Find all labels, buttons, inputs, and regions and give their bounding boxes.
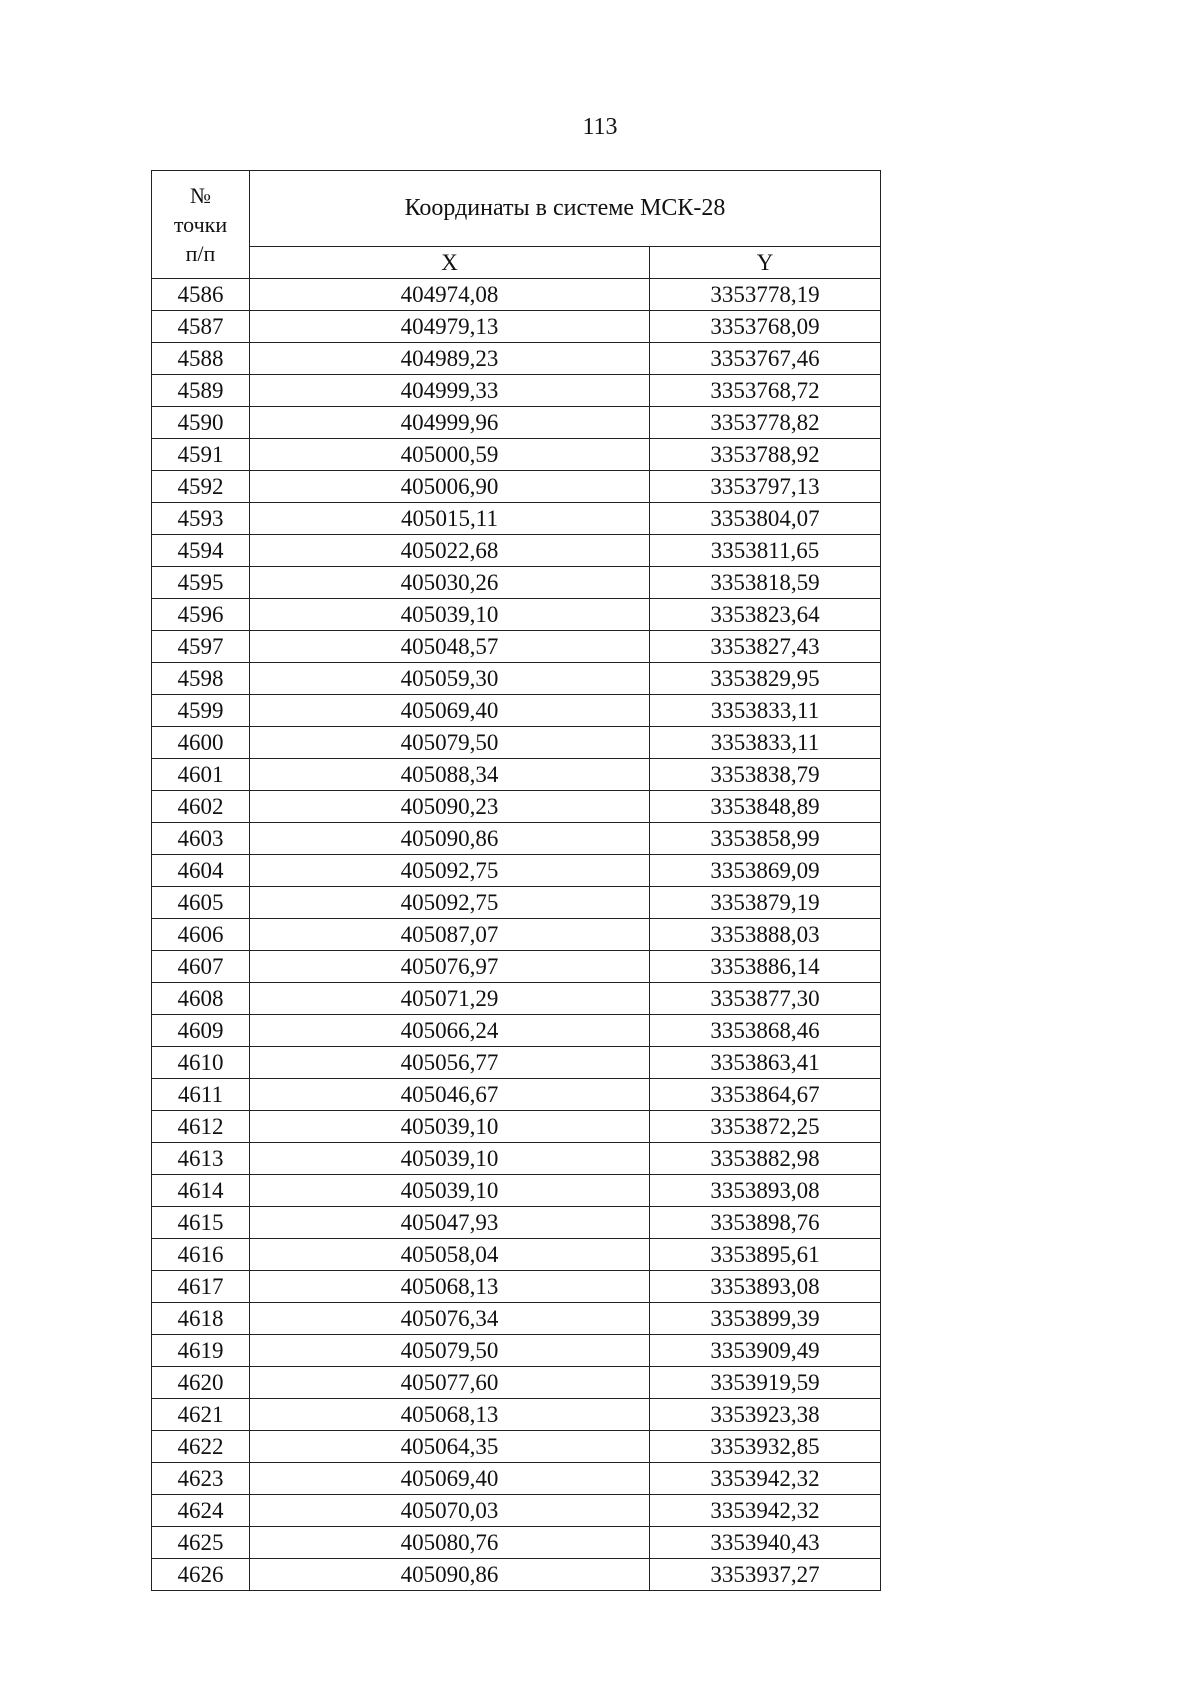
point-number-cell: 4616 [152,1239,250,1271]
y-column-header: Y [650,247,881,279]
x-coordinate-cell: 405076,34 [250,1303,650,1335]
table-row [152,567,881,599]
point-number-cell: 4611 [152,1079,250,1111]
y-coordinate-cell: 3353888,03 [650,919,881,951]
table-row [152,407,881,439]
point-number-header [152,171,250,279]
y-coordinate-cell: 3353864,67 [650,1079,881,1111]
x-coordinate-cell: 405039,10 [250,1143,650,1175]
x-coordinate-cell: 405064,35 [250,1431,650,1463]
x-coordinate-cell: 405070,03 [250,1495,650,1527]
point-number-cell: 4588 [152,343,250,375]
point-number-header-line-1: № [190,183,211,208]
x-coordinate-cell: 405047,93 [250,1207,650,1239]
table-row [152,919,881,951]
point-number-cell: 4586 [152,279,250,311]
point-number-cell: 4591 [152,439,250,471]
y-coordinate-cell: 3353833,11 [650,695,881,727]
table-row [152,1495,881,1527]
header-row-bottom [152,247,881,279]
point-number-cell: 4618 [152,1303,250,1335]
table-row [152,727,881,759]
x-coordinate-cell: 404974,08 [250,279,650,311]
table-row [152,1175,881,1207]
x-coordinate-cell: 405066,24 [250,1015,650,1047]
table-row [152,983,881,1015]
x-coordinate-cell: 405046,67 [250,1079,650,1111]
point-number-cell: 4602 [152,791,250,823]
x-coordinate-cell: 405030,26 [250,567,650,599]
coordinate-system-header: Координаты в системе МСК-28 [250,171,881,247]
y-coordinate-cell: 3353893,08 [650,1175,881,1207]
point-number-cell: 4594 [152,535,250,567]
y-coordinate-cell: 3353919,59 [650,1367,881,1399]
x-coordinate-cell: 405039,10 [250,1111,650,1143]
table-row [152,1463,881,1495]
y-coordinate-cell: 3353804,07 [650,503,881,535]
x-coordinate-cell: 404989,23 [250,343,650,375]
table-row [152,1143,881,1175]
y-coordinate-cell: 3353898,76 [650,1207,881,1239]
x-coordinate-cell: 405000,59 [250,439,650,471]
y-coordinate-cell: 3353942,32 [650,1495,881,1527]
point-number-cell: 4605 [152,887,250,919]
table-header [152,171,881,279]
y-coordinate-cell: 3353788,92 [650,439,881,471]
y-coordinate-cell: 3353869,09 [650,855,881,887]
table-row [152,471,881,503]
point-number-cell: 4596 [152,599,250,631]
x-coordinate-cell: 405076,97 [250,951,650,983]
x-coordinate-cell: 405071,29 [250,983,650,1015]
x-coordinate-cell: 405069,40 [250,1463,650,1495]
point-number-cell: 4625 [152,1527,250,1559]
x-coordinate-cell: 405068,13 [250,1399,650,1431]
x-coordinate-cell: 405080,76 [250,1527,650,1559]
x-coordinate-cell: 404999,33 [250,375,650,407]
table-row [152,311,881,343]
x-coordinate-cell: 405056,77 [250,1047,650,1079]
page-number: 113 [582,114,618,140]
x-coordinate-cell: 405058,04 [250,1239,650,1271]
point-number-cell: 4609 [152,1015,250,1047]
header-row-top [152,171,881,247]
x-coordinate-cell: 405068,13 [250,1271,650,1303]
point-number-cell: 4597 [152,631,250,663]
point-number-cell: 4592 [152,471,250,503]
y-coordinate-cell: 3353872,25 [650,1111,881,1143]
y-coordinate-cell: 3353848,89 [650,791,881,823]
y-coordinate-cell: 3353937,27 [650,1559,881,1591]
table-row [152,1015,881,1047]
y-coordinate-cell: 3353932,85 [650,1431,881,1463]
x-coordinate-cell: 405015,11 [250,503,650,535]
table-row [152,1303,881,1335]
x-coordinate-cell: 404999,96 [250,407,650,439]
table-row [152,1399,881,1431]
table-row [152,1335,881,1367]
x-coordinate-cell: 405039,10 [250,599,650,631]
table-row [152,663,881,695]
x-coordinate-cell: 405077,60 [250,1367,650,1399]
point-number-cell: 4613 [152,1143,250,1175]
x-coordinate-cell: 404979,13 [250,311,650,343]
x-coordinate-cell: 405090,23 [250,791,650,823]
y-coordinate-cell: 3353879,19 [650,887,881,919]
coordinates-table [151,170,881,1591]
y-coordinate-cell: 3353778,82 [650,407,881,439]
point-number-cell: 4589 [152,375,250,407]
point-number-cell: 4590 [152,407,250,439]
x-coordinate-cell: 405079,50 [250,727,650,759]
x-coordinate-cell: 405006,90 [250,471,650,503]
table-row [152,759,881,791]
point-number-cell: 4623 [152,1463,250,1495]
y-coordinate-cell: 3353833,11 [650,727,881,759]
y-coordinate-cell: 3353877,30 [650,983,881,1015]
x-coordinate-cell: 405069,40 [250,695,650,727]
x-coordinate-cell: 405092,75 [250,887,650,919]
y-coordinate-cell: 3353767,46 [650,343,881,375]
y-coordinate-cell: 3353863,41 [650,1047,881,1079]
point-number-cell: 4621 [152,1399,250,1431]
table-row [152,1431,881,1463]
y-coordinate-cell: 3353778,19 [650,279,881,311]
table-row [152,1367,881,1399]
y-coordinate-cell: 3353923,38 [650,1399,881,1431]
table-body [152,279,881,1591]
point-number-cell: 4626 [152,1559,250,1591]
table-row [152,1559,881,1591]
table-row [152,855,881,887]
table-row [152,1079,881,1111]
x-coordinate-cell: 405092,75 [250,855,650,887]
x-coordinate-cell: 405090,86 [250,823,650,855]
y-coordinate-cell: 3353797,13 [650,471,881,503]
y-coordinate-cell: 3353899,39 [650,1303,881,1335]
point-number-cell: 4615 [152,1207,250,1239]
table-row [152,1047,881,1079]
y-coordinate-cell: 3353942,32 [650,1463,881,1495]
point-number-header-line-2: точки [173,212,228,237]
point-number-cell: 4607 [152,951,250,983]
table-row [152,439,881,471]
point-number-cell: 4599 [152,695,250,727]
x-coordinate-cell: 405088,34 [250,759,650,791]
point-number-cell: 4587 [152,311,250,343]
point-number-cell: 4608 [152,983,250,1015]
x-coordinate-cell: 405039,10 [250,1175,650,1207]
x-coordinate-cell: 405022,68 [250,535,650,567]
point-number-cell: 4600 [152,727,250,759]
table-row [152,695,881,727]
table-row [152,823,881,855]
y-coordinate-cell: 3353768,09 [650,311,881,343]
y-coordinate-cell: 3353940,43 [650,1527,881,1559]
table-row [152,343,881,375]
y-coordinate-cell: 3353811,65 [650,535,881,567]
table-row [152,535,881,567]
y-coordinate-cell: 3353895,61 [650,1239,881,1271]
table-row [152,1111,881,1143]
point-number-cell: 4603 [152,823,250,855]
table-row [152,951,881,983]
y-coordinate-cell: 3353827,43 [650,631,881,663]
y-coordinate-cell: 3353886,14 [650,951,881,983]
point-number-cell: 4612 [152,1111,250,1143]
table-row [152,1271,881,1303]
x-coordinate-cell: 405090,86 [250,1559,650,1591]
y-coordinate-cell: 3353893,08 [650,1271,881,1303]
table-row [152,1207,881,1239]
y-coordinate-cell: 3353829,95 [650,663,881,695]
table-row [152,1527,881,1559]
y-coordinate-cell: 3353858,99 [650,823,881,855]
table-row [152,1239,881,1271]
table-row [152,631,881,663]
point-number-cell: 4617 [152,1271,250,1303]
x-coordinate-cell: 405087,07 [250,919,650,951]
point-number-cell: 4614 [152,1175,250,1207]
y-coordinate-cell: 3353768,72 [650,375,881,407]
y-coordinate-cell: 3353882,98 [650,1143,881,1175]
table-row [152,503,881,535]
point-number-header-line-3: п/п [185,241,216,266]
table-row [152,599,881,631]
point-number-cell: 4606 [152,919,250,951]
table-row [152,375,881,407]
point-number-cell: 4624 [152,1495,250,1527]
y-coordinate-cell: 3353818,59 [650,567,881,599]
x-coordinate-cell: 405079,50 [250,1335,650,1367]
y-coordinate-cell: 3353868,46 [650,1015,881,1047]
x-coordinate-cell: 405059,30 [250,663,650,695]
point-number-cell: 4604 [152,855,250,887]
point-number-cell: 4622 [152,1431,250,1463]
point-number-cell: 4595 [152,567,250,599]
table-row [152,791,881,823]
point-number-cell: 4619 [152,1335,250,1367]
x-coordinate-cell: 405048,57 [250,631,650,663]
point-number-cell: 4610 [152,1047,250,1079]
y-coordinate-cell: 3353823,64 [650,599,881,631]
table-row [152,887,881,919]
point-number-cell: 4620 [152,1367,250,1399]
point-number-cell: 4598 [152,663,250,695]
table-row [152,279,881,311]
y-coordinate-cell: 3353909,49 [650,1335,881,1367]
x-column-header: X [250,247,650,279]
point-number-cell: 4601 [152,759,250,791]
point-number-cell: 4593 [152,503,250,535]
y-coordinate-cell: 3353838,79 [650,759,881,791]
